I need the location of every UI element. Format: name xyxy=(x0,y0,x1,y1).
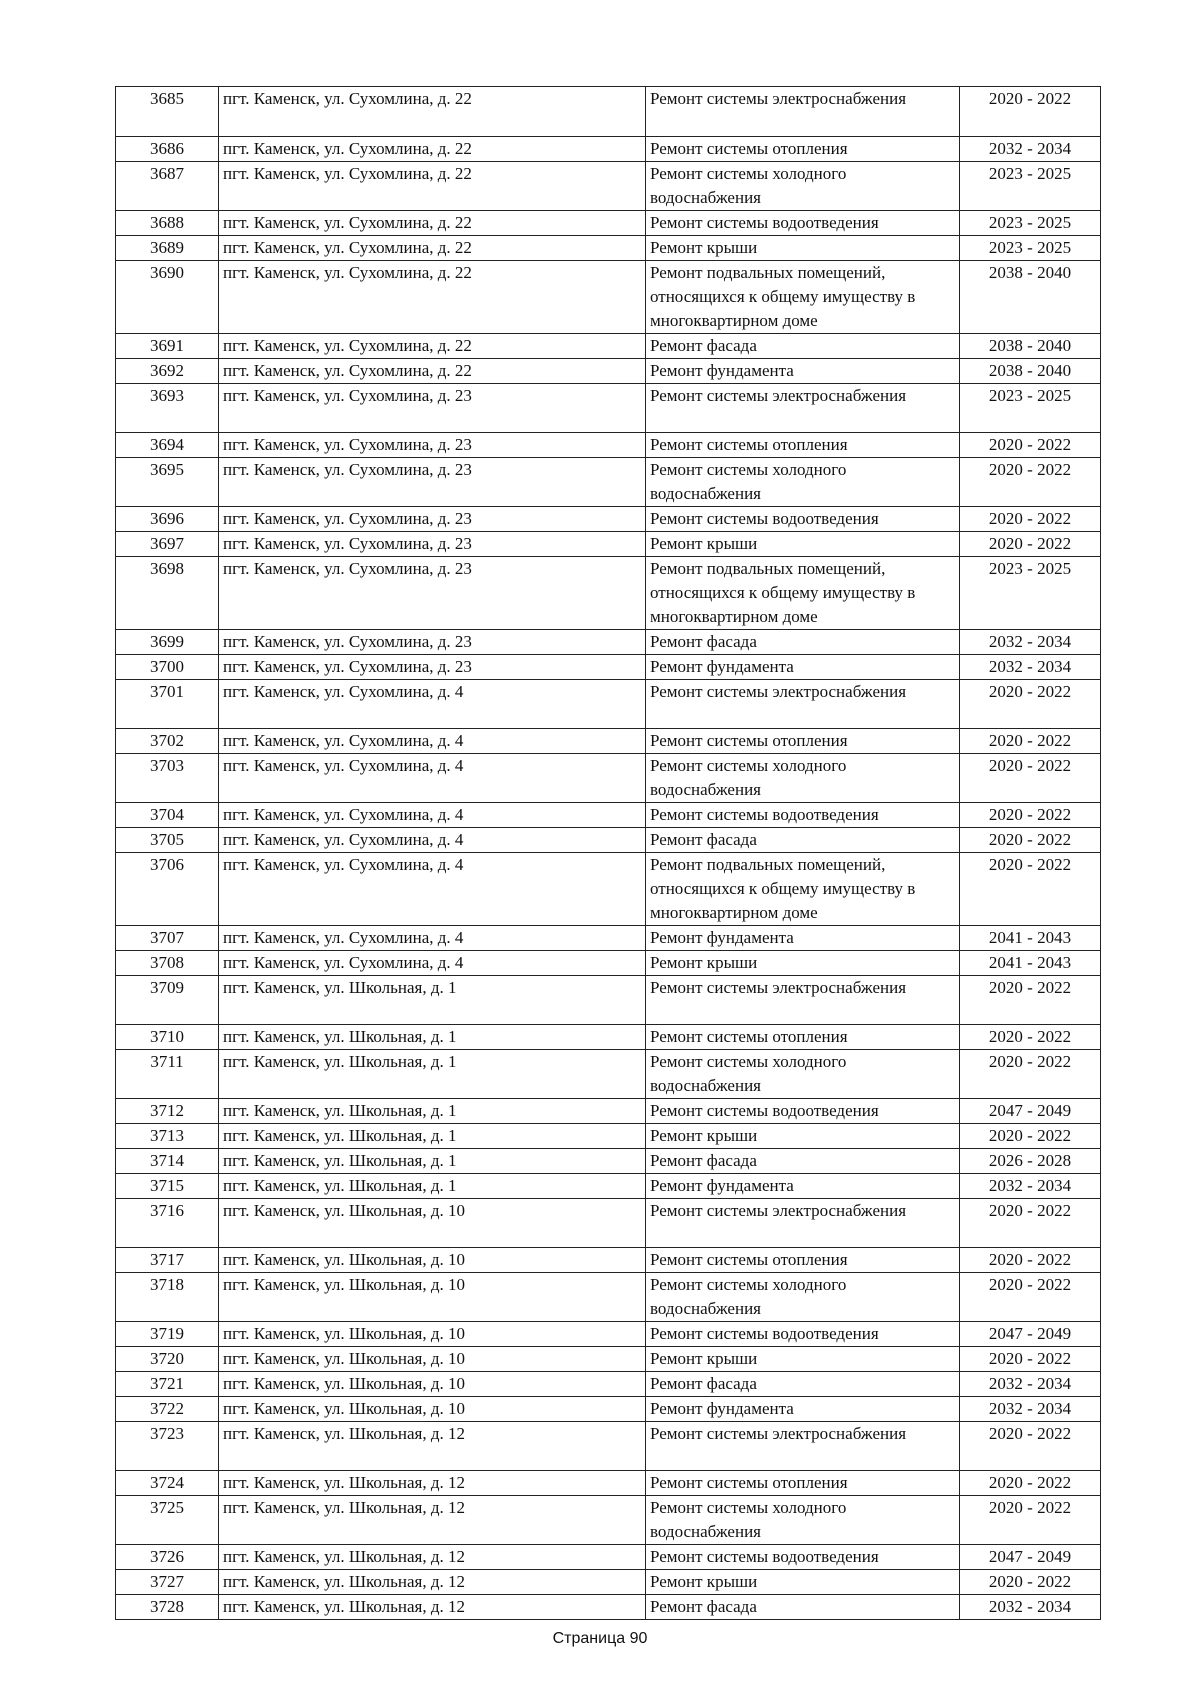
address-cell: пгт. Каменск, ул. Школьная, д. 12 xyxy=(219,1471,646,1496)
address-cell: пгт. Каменск, ул. Сухомлина, д. 22 xyxy=(219,87,646,137)
period-cell: 2038 - 2040 xyxy=(960,359,1101,384)
row-number-cell: 3706 xyxy=(116,853,219,926)
period-cell: 2032 - 2034 xyxy=(960,1174,1101,1199)
table-row xyxy=(116,87,1101,137)
table-row xyxy=(116,655,1101,680)
row-number-cell: 3722 xyxy=(116,1397,219,1422)
row-number-cell: 3728 xyxy=(116,1595,219,1620)
row-number-cell: 3715 xyxy=(116,1174,219,1199)
work-type-cell: Ремонт фасада xyxy=(646,1149,960,1174)
row-number-cell: 3702 xyxy=(116,729,219,754)
row-number-cell: 3725 xyxy=(116,1496,219,1545)
row-number-cell: 3697 xyxy=(116,532,219,557)
table-row xyxy=(116,433,1101,458)
work-type-cell: Ремонт системы отопления xyxy=(646,1471,960,1496)
period-cell: 2026 - 2028 xyxy=(960,1149,1101,1174)
period-cell: 2020 - 2022 xyxy=(960,87,1101,137)
period-cell: 2041 - 2043 xyxy=(960,926,1101,951)
period-cell: 2032 - 2034 xyxy=(960,1372,1101,1397)
address-cell: пгт. Каменск, ул. Школьная, д. 1 xyxy=(219,1050,646,1099)
work-type-cell: Ремонт системы водоотведения xyxy=(646,803,960,828)
table-row xyxy=(116,261,1101,334)
period-cell: 2020 - 2022 xyxy=(960,1199,1101,1248)
address-cell: пгт. Каменск, ул. Сухомлина, д. 23 xyxy=(219,384,646,433)
table-row xyxy=(116,729,1101,754)
period-cell: 2020 - 2022 xyxy=(960,458,1101,507)
row-number-cell: 3713 xyxy=(116,1124,219,1149)
address-cell: пгт. Каменск, ул. Сухомлина, д. 22 xyxy=(219,236,646,261)
period-cell: 2020 - 2022 xyxy=(960,754,1101,803)
row-number-cell: 3691 xyxy=(116,334,219,359)
period-cell: 2041 - 2043 xyxy=(960,951,1101,976)
work-type-cell: Ремонт системы электроснабжения xyxy=(646,1199,960,1248)
table-row xyxy=(116,1248,1101,1273)
address-cell: пгт. Каменск, ул. Школьная, д. 10 xyxy=(219,1397,646,1422)
address-cell: пгт. Каменск, ул. Школьная, д. 12 xyxy=(219,1595,646,1620)
table-body xyxy=(116,87,1101,1620)
table-row xyxy=(116,236,1101,261)
table-row xyxy=(116,1570,1101,1595)
period-cell: 2020 - 2022 xyxy=(960,1471,1101,1496)
address-cell: пгт. Каменск, ул. Сухомлина, д. 22 xyxy=(219,261,646,334)
address-cell: пгт. Каменск, ул. Сухомлина, д. 4 xyxy=(219,828,646,853)
row-number-cell: 3687 xyxy=(116,162,219,211)
table-row xyxy=(116,630,1101,655)
row-number-cell: 3721 xyxy=(116,1372,219,1397)
table-row xyxy=(116,1422,1101,1471)
work-type-cell: Ремонт подвальных помещений, относящихся к общему имуществу в многоквартирном доме xyxy=(646,261,960,334)
table-row xyxy=(116,1174,1101,1199)
work-type-cell: Ремонт системы водоотведения xyxy=(646,1545,960,1570)
row-number-cell: 3710 xyxy=(116,1025,219,1050)
row-number-cell: 3689 xyxy=(116,236,219,261)
table-row xyxy=(116,458,1101,507)
row-number-cell: 3705 xyxy=(116,828,219,853)
work-type-cell: Ремонт фундамента xyxy=(646,655,960,680)
work-type-cell: Ремонт системы отопления xyxy=(646,137,960,162)
table-row xyxy=(116,1496,1101,1545)
work-type-cell: Ремонт фасада xyxy=(646,630,960,655)
address-cell: пгт. Каменск, ул. Школьная, д. 12 xyxy=(219,1545,646,1570)
address-cell: пгт. Каменск, ул. Школьная, д. 1 xyxy=(219,1174,646,1199)
address-cell: пгт. Каменск, ул. Сухомлина, д. 23 xyxy=(219,433,646,458)
address-cell: пгт. Каменск, ул. Сухомлина, д. 23 xyxy=(219,458,646,507)
row-number-cell: 3719 xyxy=(116,1322,219,1347)
period-cell: 2020 - 2022 xyxy=(960,976,1101,1025)
period-cell: 2020 - 2022 xyxy=(960,532,1101,557)
table-row xyxy=(116,507,1101,532)
table-row xyxy=(116,1273,1101,1322)
period-cell: 2020 - 2022 xyxy=(960,1422,1101,1471)
address-cell: пгт. Каменск, ул. Школьная, д. 12 xyxy=(219,1570,646,1595)
address-cell: пгт. Каменск, ул. Сухомлина, д. 4 xyxy=(219,951,646,976)
address-cell: пгт. Каменск, ул. Сухомлина, д. 23 xyxy=(219,532,646,557)
table-row xyxy=(116,754,1101,803)
period-cell: 2023 - 2025 xyxy=(960,162,1101,211)
work-type-cell: Ремонт фундамента xyxy=(646,1174,960,1199)
table-row xyxy=(116,359,1101,384)
address-cell: пгт. Каменск, ул. Сухомлина, д. 22 xyxy=(219,211,646,236)
work-type-cell: Ремонт системы холодного водоснабжения xyxy=(646,1273,960,1322)
address-cell: пгт. Каменск, ул. Сухомлина, д. 22 xyxy=(219,162,646,211)
capital-repair-table xyxy=(115,86,1101,1620)
table-row xyxy=(116,1025,1101,1050)
work-type-cell: Ремонт системы электроснабжения xyxy=(646,384,960,433)
work-type-cell: Ремонт системы водоотведения xyxy=(646,507,960,532)
period-cell: 2032 - 2034 xyxy=(960,137,1101,162)
period-cell: 2020 - 2022 xyxy=(960,1025,1101,1050)
work-type-cell: Ремонт фасада xyxy=(646,1372,960,1397)
work-type-cell: Ремонт системы холодного водоснабжения xyxy=(646,162,960,211)
period-cell: 2020 - 2022 xyxy=(960,1496,1101,1545)
work-type-cell: Ремонт системы холодного водоснабжения xyxy=(646,1050,960,1099)
period-cell: 2023 - 2025 xyxy=(960,384,1101,433)
address-cell: пгт. Каменск, ул. Сухомлина, д. 23 xyxy=(219,655,646,680)
period-cell: 2047 - 2049 xyxy=(960,1545,1101,1570)
address-cell: пгт. Каменск, ул. Сухомлина, д. 22 xyxy=(219,359,646,384)
address-cell: пгт. Каменск, ул. Сухомлина, д. 23 xyxy=(219,557,646,630)
table-row xyxy=(116,828,1101,853)
table-row xyxy=(116,926,1101,951)
table-row xyxy=(116,334,1101,359)
period-cell: 2047 - 2049 xyxy=(960,1099,1101,1124)
work-type-cell: Ремонт системы электроснабжения xyxy=(646,680,960,729)
row-number-cell: 3690 xyxy=(116,261,219,334)
row-number-cell: 3727 xyxy=(116,1570,219,1595)
row-number-cell: 3695 xyxy=(116,458,219,507)
period-cell: 2020 - 2022 xyxy=(960,1273,1101,1322)
address-cell: пгт. Каменск, ул. Школьная, д. 1 xyxy=(219,1124,646,1149)
address-cell: пгт. Каменск, ул. Сухомлина, д. 22 xyxy=(219,137,646,162)
period-cell: 2020 - 2022 xyxy=(960,1570,1101,1595)
table-row xyxy=(116,1050,1101,1099)
table-row xyxy=(116,532,1101,557)
work-type-cell: Ремонт крыши xyxy=(646,1124,960,1149)
address-cell: пгт. Каменск, ул. Школьная, д. 10 xyxy=(219,1372,646,1397)
work-type-cell: Ремонт фасада xyxy=(646,1595,960,1620)
row-number-cell: 3708 xyxy=(116,951,219,976)
table-row xyxy=(116,803,1101,828)
table-row xyxy=(116,1397,1101,1422)
table-row xyxy=(116,1372,1101,1397)
row-number-cell: 3709 xyxy=(116,976,219,1025)
table-row xyxy=(116,1149,1101,1174)
period-cell: 2032 - 2034 xyxy=(960,1397,1101,1422)
address-cell: пгт. Каменск, ул. Школьная, д. 1 xyxy=(219,976,646,1025)
period-cell: 2023 - 2025 xyxy=(960,557,1101,630)
work-type-cell: Ремонт фасада xyxy=(646,828,960,853)
work-type-cell: Ремонт крыши xyxy=(646,236,960,261)
table-row xyxy=(116,1199,1101,1248)
period-cell: 2020 - 2022 xyxy=(960,1347,1101,1372)
period-cell: 2038 - 2040 xyxy=(960,334,1101,359)
period-cell: 2020 - 2022 xyxy=(960,1124,1101,1149)
work-type-cell: Ремонт подвальных помещений, относящихся к общему имуществу в многоквартирном доме xyxy=(646,557,960,630)
table-row xyxy=(116,853,1101,926)
work-type-cell: Ремонт системы электроснабжения xyxy=(646,1422,960,1471)
table-row xyxy=(116,1322,1101,1347)
work-type-cell: Ремонт системы водоотведения xyxy=(646,1099,960,1124)
work-type-cell: Ремонт крыши xyxy=(646,1347,960,1372)
work-type-cell: Ремонт системы водоотведения xyxy=(646,211,960,236)
row-number-cell: 3692 xyxy=(116,359,219,384)
work-type-cell: Ремонт системы водоотведения xyxy=(646,1322,960,1347)
period-cell: 2023 - 2025 xyxy=(960,211,1101,236)
period-cell: 2020 - 2022 xyxy=(960,680,1101,729)
row-number-cell: 3724 xyxy=(116,1471,219,1496)
work-type-cell: Ремонт фундамента xyxy=(646,926,960,951)
work-type-cell: Ремонт фундамента xyxy=(646,359,960,384)
period-cell: 2020 - 2022 xyxy=(960,803,1101,828)
address-cell: пгт. Каменск, ул. Школьная, д. 10 xyxy=(219,1199,646,1248)
address-cell: пгт. Каменск, ул. Сухомлина, д. 4 xyxy=(219,926,646,951)
table-row xyxy=(116,384,1101,433)
row-number-cell: 3723 xyxy=(116,1422,219,1471)
address-cell: пгт. Каменск, ул. Школьная, д. 1 xyxy=(219,1025,646,1050)
row-number-cell: 3694 xyxy=(116,433,219,458)
row-number-cell: 3698 xyxy=(116,557,219,630)
page-number: Страница 90 xyxy=(552,1630,648,1647)
capital-repair-table-container xyxy=(115,86,1100,1620)
address-cell: пгт. Каменск, ул. Сухомлина, д. 4 xyxy=(219,729,646,754)
period-cell: 2047 - 2049 xyxy=(960,1322,1101,1347)
period-cell: 2032 - 2034 xyxy=(960,1595,1101,1620)
period-cell: 2020 - 2022 xyxy=(960,433,1101,458)
work-type-cell: Ремонт системы электроснабжения xyxy=(646,976,960,1025)
address-cell: пгт. Каменск, ул. Сухомлина, д. 4 xyxy=(219,803,646,828)
work-type-cell: Ремонт подвальных помещений, относящихся к общему имуществу в многоквартирном доме xyxy=(646,853,960,926)
table-row xyxy=(116,951,1101,976)
period-cell: 2020 - 2022 xyxy=(960,729,1101,754)
table-row xyxy=(116,976,1101,1025)
row-number-cell: 3711 xyxy=(116,1050,219,1099)
work-type-cell: Ремонт системы холодного водоснабжения xyxy=(646,754,960,803)
table-row xyxy=(116,1124,1101,1149)
period-cell: 2020 - 2022 xyxy=(960,853,1101,926)
period-cell: 2020 - 2022 xyxy=(960,507,1101,532)
row-number-cell: 3703 xyxy=(116,754,219,803)
period-cell: 2020 - 2022 xyxy=(960,1050,1101,1099)
address-cell: пгт. Каменск, ул. Школьная, д. 10 xyxy=(219,1322,646,1347)
row-number-cell: 3686 xyxy=(116,137,219,162)
work-type-cell: Ремонт крыши xyxy=(646,1570,960,1595)
work-type-cell: Ремонт системы холодного водоснабжения xyxy=(646,1496,960,1545)
table-row xyxy=(116,1595,1101,1620)
row-number-cell: 3707 xyxy=(116,926,219,951)
table-row xyxy=(116,137,1101,162)
table-row xyxy=(116,162,1101,211)
work-type-cell: Ремонт фасада xyxy=(646,334,960,359)
row-number-cell: 3699 xyxy=(116,630,219,655)
address-cell: пгт. Каменск, ул. Школьная, д. 10 xyxy=(219,1273,646,1322)
row-number-cell: 3688 xyxy=(116,211,219,236)
address-cell: пгт. Каменск, ул. Сухомлина, д. 4 xyxy=(219,680,646,729)
period-cell: 2020 - 2022 xyxy=(960,1248,1101,1273)
address-cell: пгт. Каменск, ул. Сухомлина, д. 23 xyxy=(219,630,646,655)
address-cell: пгт. Каменск, ул. Сухомлина, д. 22 xyxy=(219,334,646,359)
work-type-cell: Ремонт фундамента xyxy=(646,1397,960,1422)
work-type-cell: Ремонт крыши xyxy=(646,951,960,976)
row-number-cell: 3704 xyxy=(116,803,219,828)
row-number-cell: 3693 xyxy=(116,384,219,433)
row-number-cell: 3714 xyxy=(116,1149,219,1174)
address-cell: пгт. Каменск, ул. Сухомлина, д. 23 xyxy=(219,507,646,532)
row-number-cell: 3700 xyxy=(116,655,219,680)
address-cell: пгт. Каменск, ул. Школьная, д. 12 xyxy=(219,1496,646,1545)
row-number-cell: 3696 xyxy=(116,507,219,532)
table-row xyxy=(116,211,1101,236)
work-type-cell: Ремонт системы отопления xyxy=(646,1248,960,1273)
table-row xyxy=(116,680,1101,729)
work-type-cell: Ремонт системы отопления xyxy=(646,729,960,754)
table-row xyxy=(116,1347,1101,1372)
row-number-cell: 3718 xyxy=(116,1273,219,1322)
period-cell: 2023 - 2025 xyxy=(960,236,1101,261)
period-cell: 2020 - 2022 xyxy=(960,828,1101,853)
table-row xyxy=(116,1099,1101,1124)
address-cell: пгт. Каменск, ул. Школьная, д. 10 xyxy=(219,1347,646,1372)
row-number-cell: 3712 xyxy=(116,1099,219,1124)
table-row xyxy=(116,1545,1101,1570)
work-type-cell: Ремонт системы электроснабжения xyxy=(646,87,960,137)
work-type-cell: Ремонт системы отопления xyxy=(646,1025,960,1050)
work-type-cell: Ремонт системы холодного водоснабжения xyxy=(646,458,960,507)
period-cell: 2032 - 2034 xyxy=(960,630,1101,655)
row-number-cell: 3726 xyxy=(116,1545,219,1570)
period-cell: 2038 - 2040 xyxy=(960,261,1101,334)
address-cell: пгт. Каменск, ул. Школьная, д. 10 xyxy=(219,1248,646,1273)
address-cell: пгт. Каменск, ул. Школьная, д. 1 xyxy=(219,1149,646,1174)
address-cell: пгт. Каменск, ул. Сухомлина, д. 4 xyxy=(219,754,646,803)
address-cell: пгт. Каменск, ул. Сухомлина, д. 4 xyxy=(219,853,646,926)
period-cell: 2032 - 2034 xyxy=(960,655,1101,680)
work-type-cell: Ремонт крыши xyxy=(646,532,960,557)
work-type-cell: Ремонт системы отопления xyxy=(646,433,960,458)
row-number-cell: 3701 xyxy=(116,680,219,729)
row-number-cell: 3717 xyxy=(116,1248,219,1273)
row-number-cell: 3685 xyxy=(116,87,219,137)
table-row xyxy=(116,557,1101,630)
table-row xyxy=(116,1471,1101,1496)
row-number-cell: 3720 xyxy=(116,1347,219,1372)
row-number-cell: 3716 xyxy=(116,1199,219,1248)
address-cell: пгт. Каменск, ул. Школьная, д. 12 xyxy=(219,1422,646,1471)
address-cell: пгт. Каменск, ул. Школьная, д. 1 xyxy=(219,1099,646,1124)
